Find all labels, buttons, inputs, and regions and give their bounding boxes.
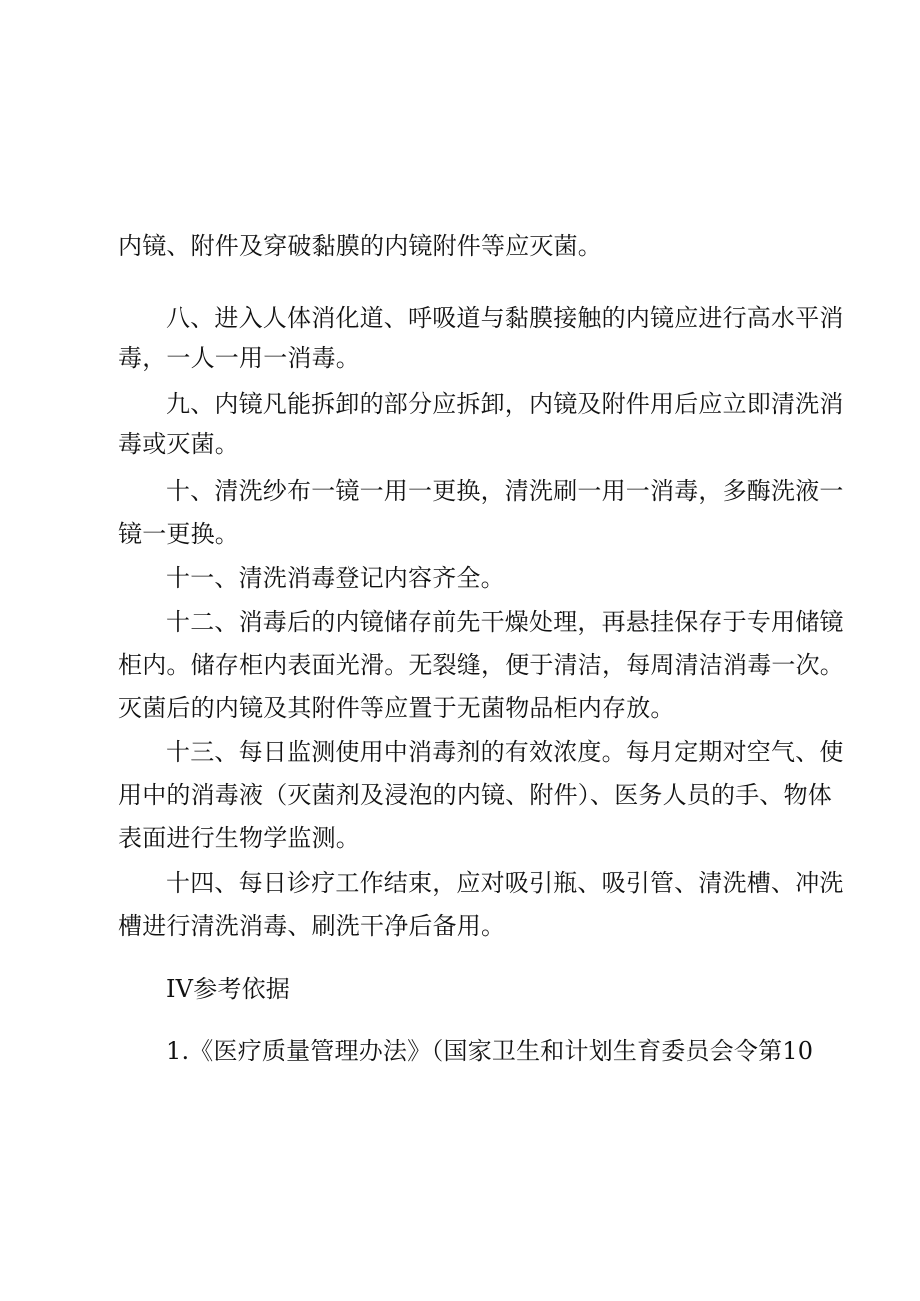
text-line-6: 十、清洗纱布一镜一用一更换，清洗刷一用一消毒，多酶洗液一 [166,477,844,505]
text-line-11: 灭菌后的内镜及其附件等应置于无菌物品柜内存放。 [118,694,675,722]
text-line-3: 毒，一人一用一消毒。 [118,344,360,372]
text-line-2: 八、进入人体消化道、呼吸道与黏膜接触的内镜应进行高水平消 [166,304,844,332]
text-line-4: 九、内镜凡能拆卸的部分应拆卸，内镜及附件用后应立即清洗消 [166,390,844,418]
text-line-9: 十二、消毒后的内镜储存前先干燥处理，再悬挂保存于专用储镜 [166,608,844,636]
reference-item-1: 1.《医疗质量管理办法》（国家卫生和计划生育委员会令第10 [166,1037,814,1065]
text-line-8: 十一、清洗消毒登记内容齐全。 [166,564,505,592]
text-line-5: 毒或灭菌。 [118,430,239,458]
text-line-10: 柜内。储存柜内表面光滑。无裂缝，便于清洁，每周清洁消毒一次。 [118,651,844,679]
text-line-16: 槽进行清洗消毒、刷洗干净后备用。 [118,912,506,940]
section-heading-references: IV参考依据 [166,975,291,1003]
text-line-15: 十四、每日诊疗工作结束，应对吸引瓶、吸引管、清洗槽、冲洗 [166,869,844,897]
text-line-12: 十三、每日监测使用中消毒剂的有效浓度。每月定期对空气、使 [166,738,844,766]
text-line-1: 内镜、附件及穿破黏膜的内镜附件等应灭菌。 [118,232,602,260]
text-line-14: 表面进行生物学监测。 [118,824,360,852]
text-line-7: 镜一更换。 [118,520,239,548]
text-line-13: 用中的消毒液（灭菌剂及浸泡的内镜、附件）、医务人员的手、物体 [118,781,832,809]
